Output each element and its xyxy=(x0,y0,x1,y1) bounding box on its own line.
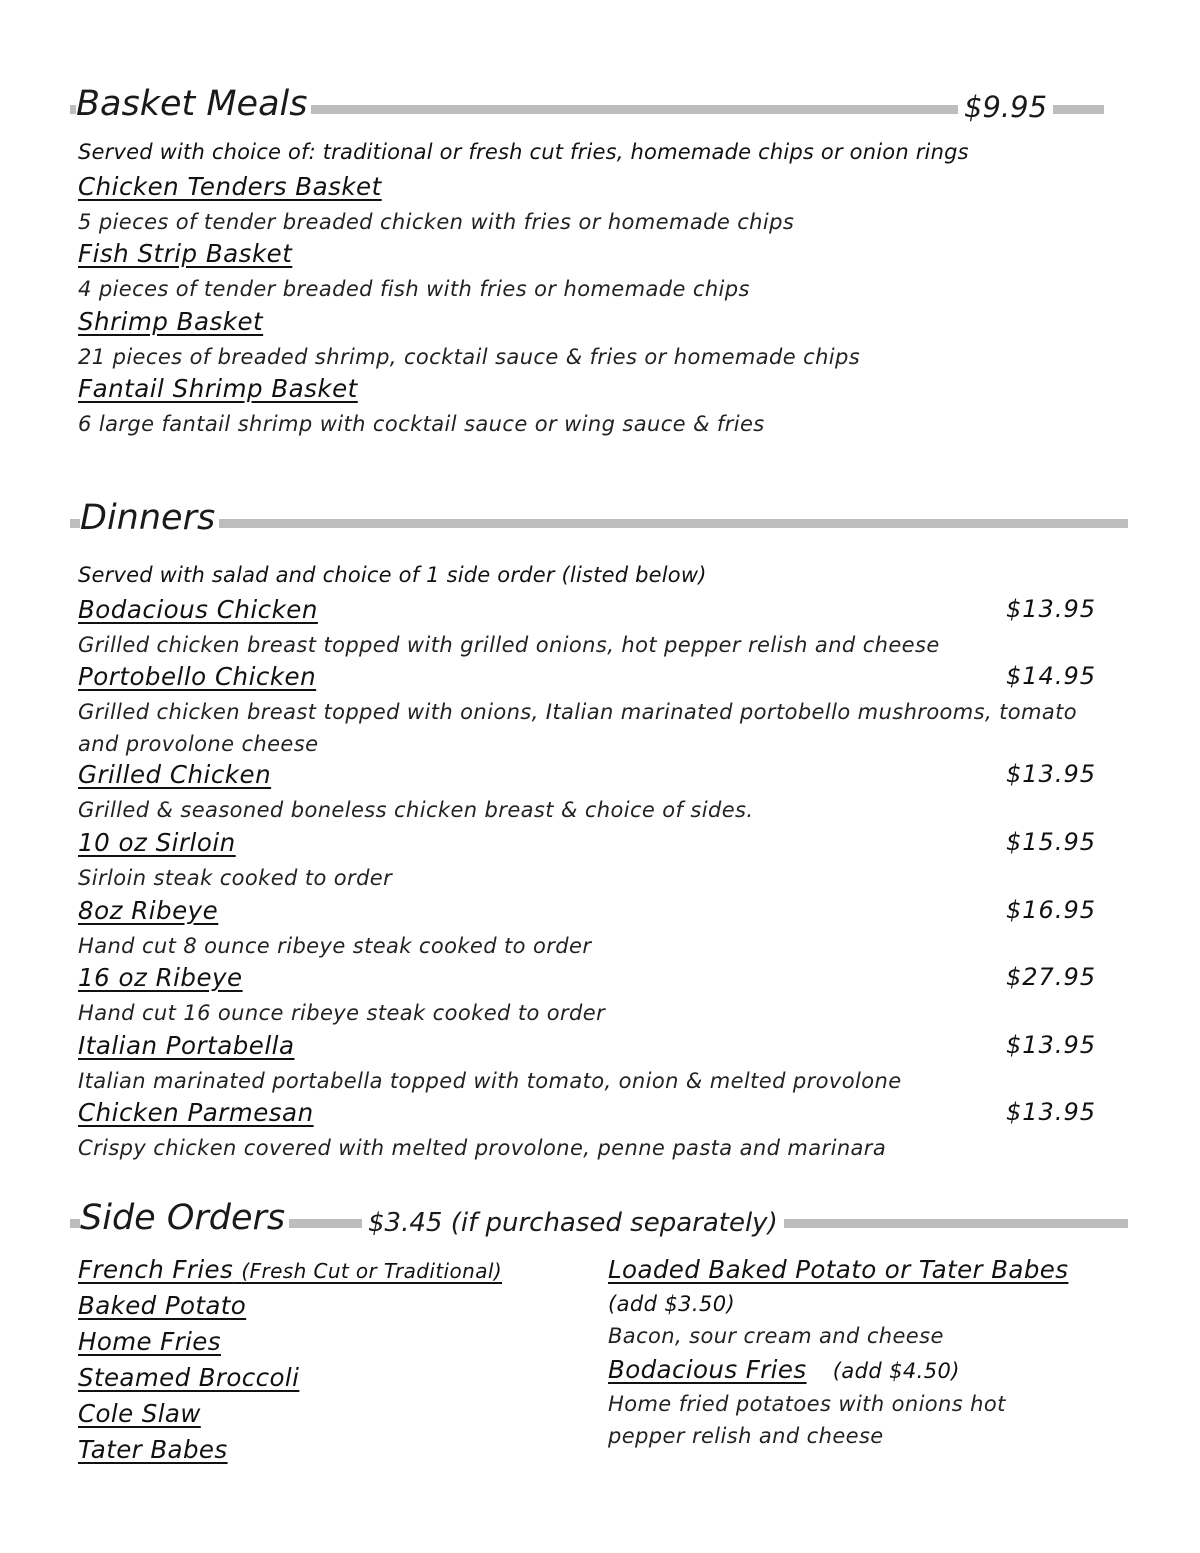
menu-item-name: Portobello Chicken xyxy=(78,662,317,691)
section-price: $9.95 xyxy=(958,93,1053,122)
menu-item-price: $13.95 xyxy=(1006,1098,1096,1126)
menu-item-desc: Grilled chicken breast topped with onions, Italian marinated portobello mushrooms, tomato and provolone cheese xyxy=(78,700,1078,756)
side-item: Baked Potato xyxy=(78,1291,247,1320)
menu-item-name: Bodacious Chicken xyxy=(78,595,318,624)
side-item xyxy=(608,1352,1168,1388)
menu-item-name: 10 oz Sirloin xyxy=(78,828,236,857)
side-item-addon: (add $3.50) xyxy=(608,1292,736,1316)
menu-item-desc: Hand cut 8 ounce ribeye steak cooked to order xyxy=(78,934,592,958)
menu-item-desc: Italian marinated portabella topped with tomato, onion & melted provolone xyxy=(78,1069,902,1093)
side-item-desc: Home fried potatoes with onions hot pepper relish and cheese xyxy=(608,1392,1006,1448)
side-item xyxy=(78,1252,502,1288)
menu-item-name: Fantail Shrimp Basket xyxy=(78,374,358,403)
menu-item-name: Chicken Parmesan xyxy=(78,1098,314,1127)
side-item: Loaded Baked Potato or Tater Babes xyxy=(608,1255,1069,1284)
menu-item-price: $16.95 xyxy=(1006,896,1096,924)
side-item-name: French Fries xyxy=(78,1255,234,1284)
side-orders-header xyxy=(70,1176,1128,1236)
menu-item-desc: 21 pieces of breaded shrimp, cocktail sauce & fries or homemade chips xyxy=(78,345,861,369)
menu-item-name: Fish Strip Basket xyxy=(78,239,293,268)
side-item: Steamed Broccoli xyxy=(78,1363,300,1392)
menu-item-price: $15.95 xyxy=(1006,828,1096,856)
menu-item-name: Italian Portabella xyxy=(78,1031,295,1060)
menu-item-desc: 6 large fantail shrimp with cocktail sauce or wing sauce & fries xyxy=(78,412,765,436)
section-title: Side Orders xyxy=(80,1201,289,1236)
menu-item-name: Shrimp Basket xyxy=(78,307,264,336)
menu-item-name: Grilled Chicken xyxy=(78,760,272,789)
side-item-extra: (Fresh Cut or Traditional) xyxy=(241,1259,503,1283)
menu-item-price: $13.95 xyxy=(1006,760,1096,788)
section-intro: Served with choice of: traditional or fresh cut fries, homemade chips or onion rings xyxy=(78,140,969,164)
menu-item-desc: 5 pieces of tender breaded chicken with fries or homemade chips xyxy=(78,210,795,234)
menu-item-name: 16 oz Ribeye xyxy=(78,963,243,992)
section-title: Dinners xyxy=(80,501,219,536)
menu-item-name: Chicken Tenders Basket xyxy=(78,172,382,201)
side-item: Tater Babes xyxy=(78,1435,228,1464)
menu-item-desc: Hand cut 16 ounce ribeye steak cooked to order xyxy=(78,1001,606,1025)
menu-item-name: 8oz Ribeye xyxy=(78,896,219,925)
section-intro: Served with salad and choice of 1 side order (listed below) xyxy=(78,563,707,587)
side-orders-left-column xyxy=(78,1252,502,1468)
side-item-addon: (add $4.50) xyxy=(832,1359,960,1383)
dinners-header xyxy=(70,476,1128,536)
menu-item-price: $13.95 xyxy=(1006,595,1096,623)
menu-item-desc: Crispy chicken covered with melted provolone, penne pasta and marinara xyxy=(78,1136,887,1160)
side-item-name: Bodacious Fries xyxy=(608,1355,807,1384)
menu-item-price: $14.95 xyxy=(1006,662,1096,690)
section-note: $3.45 (if purchased separately) xyxy=(362,1210,784,1236)
section-title: Basket Meals xyxy=(76,87,311,122)
menu-item-price: $13.95 xyxy=(1006,1031,1096,1059)
menu-item-price: $27.95 xyxy=(1006,963,1096,991)
side-item: Cole Slaw xyxy=(78,1399,201,1428)
basket-meals-header xyxy=(70,62,1104,122)
side-orders-right-column xyxy=(608,1252,1168,1452)
side-item: Home Fries xyxy=(78,1327,221,1356)
menu-item-desc: Grilled chicken breast topped with grilled onions, hot pepper relish and cheese xyxy=(78,633,940,657)
menu-item-desc: 4 pieces of tender breaded fish with fries or homemade chips xyxy=(78,277,750,301)
side-item-desc: Bacon, sour cream and cheese xyxy=(608,1324,944,1348)
header-rule xyxy=(70,519,1128,528)
menu-item-desc: Grilled & seasoned boneless chicken breast & choice of sides. xyxy=(78,798,754,822)
menu-item-desc: Sirloin steak cooked to order xyxy=(78,866,393,890)
